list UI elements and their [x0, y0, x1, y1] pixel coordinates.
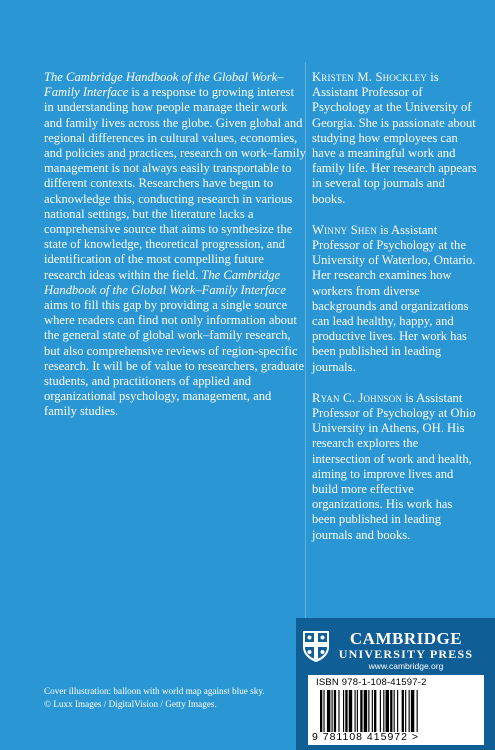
barcode-bar	[357, 690, 358, 732]
author-bio	[312, 391, 477, 543]
description-text	[44, 70, 306, 420]
barcode-bar	[368, 690, 369, 732]
author-bio	[312, 70, 477, 207]
barcode-bar	[411, 690, 414, 732]
barcode-bar	[349, 690, 352, 732]
barcode-bar	[405, 690, 406, 732]
barcode-bar	[320, 690, 322, 732]
barcode-bar	[338, 690, 339, 732]
barcode-bar	[372, 690, 373, 732]
book-title-italic: The Cambridge Handbook of the Global Work–Family Interface	[44, 70, 284, 100]
barcode	[320, 690, 472, 732]
barcode-bar	[323, 690, 324, 732]
publisher-subtitle: UNIVERSITY PRESS	[338, 647, 474, 661]
publisher-name: CAMBRIDGE	[349, 629, 463, 648]
author-name: Ryan C. Johnson	[312, 390, 403, 405]
book-title-italic-2: The Cambridge Handbook of the Global Work–Family Interface	[44, 267, 286, 297]
author-name: Winny Shen	[312, 222, 378, 237]
description-part-1: is a response to growing interest in understanding how people manage their work and family lives across the globe. Given global and regional differences in cultural values, economies, and policies and practices, research on work–family management is not always easily transportable to different contexts. Researchers have begun to acknowledge this, conducting research in various national settings, but the literature lacks a comprehensive source that aims to synthesize the state of knowledge, theoretical progression, and identification of the most compelling future research ideas within the field.	[44, 85, 306, 282]
barcode-bar	[355, 690, 356, 732]
column-divider	[305, 62, 306, 618]
barcode-bar	[394, 690, 395, 732]
author-bio-text: is Assistant Professor of Psychology at the University of Georgia. She is passionate about studying how employees can have a meaningful work and family life. Her research appears in several top journals and books.	[312, 70, 477, 206]
barcode-bar	[383, 690, 384, 732]
author-bio-text: is Assistant Professor of Psychology at Ohio University in Athens, OH. His research explores the intersection of work and health, aiming to improve lives and build more effective organizations. His work has been published in leading journals and books.	[312, 390, 476, 542]
barcode-bar	[390, 690, 392, 732]
author-name: Kristen M. Shockley	[312, 70, 428, 84]
author-bios	[312, 70, 477, 559]
cover-credit-line: © Luxx Images / DigitalVision / Getty Images.	[44, 698, 217, 709]
barcode-bar	[327, 690, 330, 732]
barcode-bar	[345, 690, 347, 732]
cambridge-shield-icon	[302, 630, 330, 663]
barcode-bar	[380, 690, 381, 732]
barcode-bar	[332, 690, 333, 732]
barcode-bar	[386, 690, 389, 732]
cover-credit-line: Cover illustration: balloon with world map against blue sky.	[44, 686, 265, 696]
barcode-panel	[308, 675, 484, 745]
author-bio	[312, 223, 477, 375]
barcode-bar	[409, 690, 410, 732]
cover-credit	[44, 685, 284, 710]
description-part-2: aims to fill this gap by providing a single source where readers can find not only information about the general state of global work–family research, but also comprehensive reviews of region-specific research. It will be of value to researchers, graduate students, and practitioners of applied and organizational psychology, management, and family studies.	[44, 298, 305, 419]
publisher-box	[296, 618, 495, 750]
publisher-url: www.cambridge.org	[368, 661, 444, 671]
isbn-label: ISBN 978-1-108-41597-2	[316, 677, 427, 688]
publisher-logo	[337, 630, 475, 672]
barcode-bar	[360, 690, 362, 732]
author-bio-text: is Assistant Professor of Psychology at the University of Waterloo, Ontario. Her research examines how workers from diverse backgrounds and organizations can lead healthy, happy, and productive lives. Her work has been published in leading journals.	[312, 222, 476, 374]
barcode-bar	[343, 690, 344, 732]
barcode-digits: 9 781108 415972 >	[312, 731, 420, 743]
barcode-bar	[334, 690, 336, 732]
barcode-bar	[364, 690, 367, 732]
barcode-bar	[402, 690, 404, 732]
barcode-bar	[417, 690, 418, 732]
barcode-bar	[374, 690, 376, 732]
barcode-bar	[397, 690, 398, 732]
